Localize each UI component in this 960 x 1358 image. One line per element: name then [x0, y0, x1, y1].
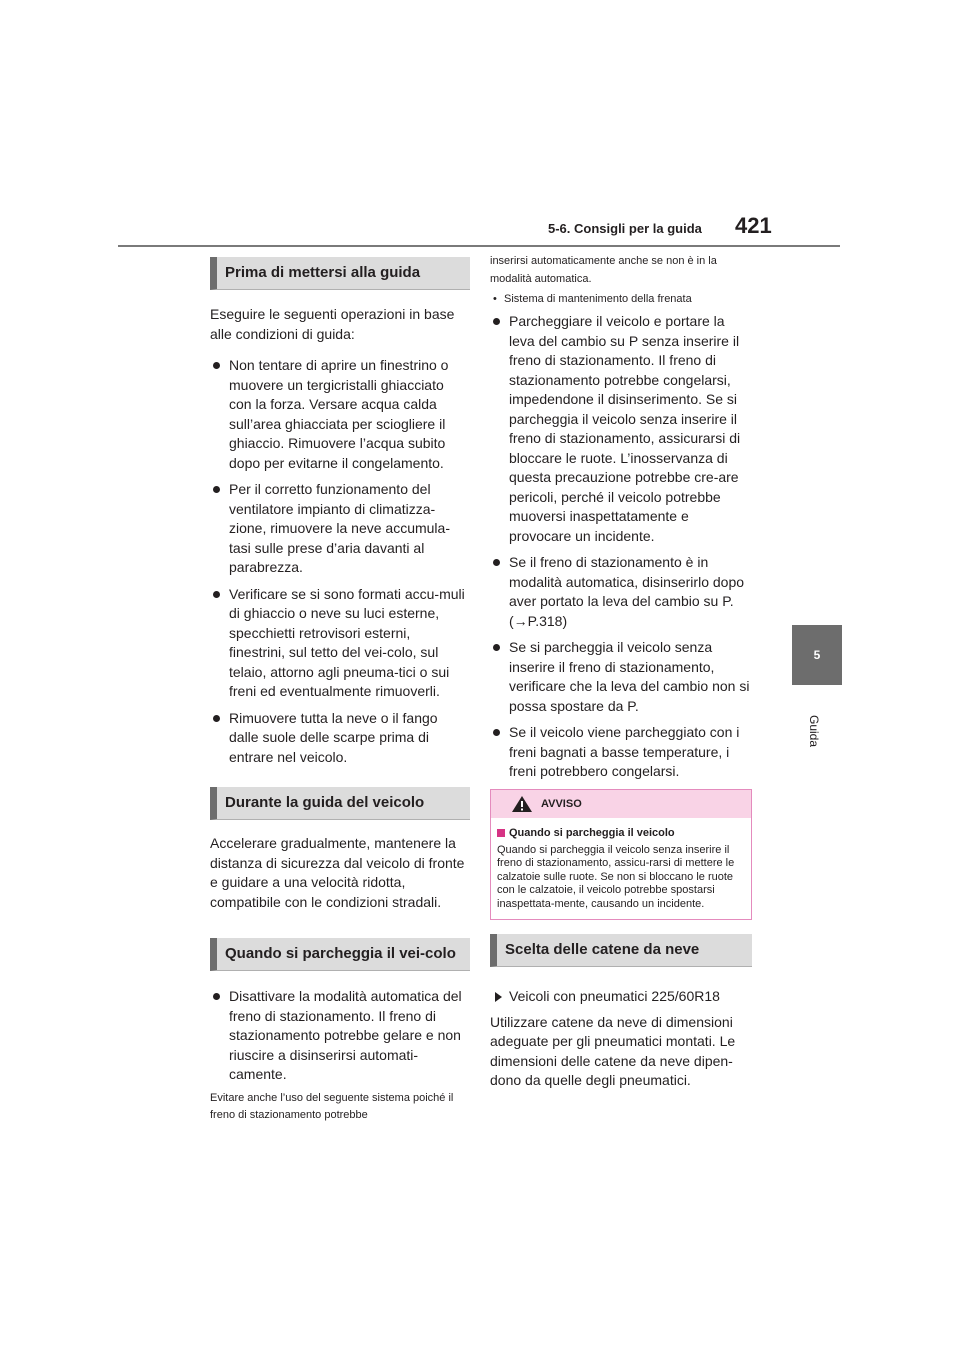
bullet-icon [213, 993, 220, 1000]
bullet-icon [493, 729, 500, 736]
list-item: Se il freno di stazionamento è in modalità automatica, disinserirlo dopo aver portato la leva del cambio su P. (→P.318) [490, 553, 752, 631]
header-rule [118, 245, 840, 247]
list-item: Rimuovere tutta la neve o il fango dalle suole delle scarpe prima di entrare nel veicolo. [210, 709, 470, 768]
warning-box [490, 789, 752, 921]
warning-header [491, 790, 751, 818]
heading-prima: Prima di mettersi alla guida [210, 257, 470, 290]
bullet-icon [213, 362, 220, 369]
heading-parcheggio: Quando si parcheggia il vei-colo [210, 938, 470, 971]
list-item: Per il corretto funzionamento del ventilatore impianto di climatizza-zione, rimuovere la neve accumula-tasi sulle prese d’aria davanti al parabrezza. [210, 480, 470, 578]
left-column [210, 256, 470, 1125]
chains-paragraph: Utilizzare catene da neve di dimensioni adeguate per gli pneumatici montati. Le dimensioni delle catene da neve dipen-dono da quelle degli pneumatici. [490, 1013, 736, 1088]
list-item: Se si parcheggia il veicolo senza inserire il freno di stazionamento, verificare che la leva del cambio non si possa spostare da P. [490, 638, 752, 716]
arrow-item: Veicoli con pneumatici 225/60R18 [490, 987, 752, 1007]
warning-subtitle: Quando si parcheggia il veicolo [497, 826, 745, 841]
square-icon [497, 829, 505, 837]
bullet-icon [213, 591, 220, 598]
bullet-list-3 [210, 987, 470, 1085]
note-text: Evitare anche l’uso del seguente sistema poiché il freno di stazionamento potrebbe [210, 1091, 454, 1121]
list-item: Non tentare di aprire un finestrino o muovere un tergicristalli ghiacciato con la forza. Versare acqua calda sull’area ghiacciata per sciogliere il ghiaccio. Rimuovere l’acqua subito dopo per evitarne il congelamento. [210, 356, 470, 473]
driving-paragraph: Accelerare gradualmente, mantenere la distanza di sicurezza dal veicolo di fronte e guidare a una velocità ridotta, compatibile con le condizioni stradali. [210, 835, 465, 910]
note-continued: inserirsi automaticamente anche se non è in la modalità automatica. [490, 255, 717, 285]
warning-body [491, 818, 751, 920]
bullet-list-1 [210, 356, 470, 767]
section-title: 5-6. Consigli per la guida [548, 221, 702, 236]
list-item: Disattivare la modalità automatica del freno di stazionamento. Il freno di stazionamento potrebbe gelare e non riuscire a disinserirsi automati-camente. [210, 987, 470, 1085]
warning-text: Quando si parcheggia il veicolo senza inserire il freno di stazionamento, assicu-rarsi di mettere le calzatoie sulle ruote. Se non si bloccano le ruote con le calzatoie, il veicolo potrebbe spostarsi inaspettata-mente, causando un incidente. [497, 843, 735, 910]
right-column [490, 256, 752, 1091]
bullet-icon [493, 318, 500, 325]
bullet-icon [213, 715, 220, 722]
bullet-list-right [490, 312, 752, 782]
bullet-icon [493, 644, 500, 651]
small-bullet-icon: • [493, 293, 497, 305]
chapter-tab[interactable]: 5 [792, 625, 842, 685]
heading-catene: Scelta delle catene da neve [490, 934, 752, 967]
page-number: 421 [735, 213, 772, 238]
intro-paragraph: Eseguire le seguenti operazioni in base alle condizioni di guida: [210, 306, 455, 342]
chapter-tab-label: Guida [807, 715, 821, 748]
bullet-icon [213, 486, 220, 493]
list-item: Parcheggiare il veicolo e portare la leva del cambio su P senza inserire il freno di stazionamento. Il freno di stazionamento potrebbe congelarsi, impedendone il disinserimento. Se si parcheggia il veicolo senza inserire il freno di stazionamento, assicurarsi di bloccare le ruote. L’inosservanza di questa precauzione potrebbe cre-are pericoli, perché il veicolo potrebbe muoversi inaspettatamente e provocare un incidente. [490, 312, 752, 546]
list-item: Verificare se si sono formati accu-muli di ghiaccio o neve su luci esterne, specchietti retrovisori esterni, finestrini, sul tetto del vei-colo, sul telaio, attorno agli pneuma-tici o sui freni ed eventualmente rimuoverli. [210, 585, 470, 702]
heading-durante: Durante la guida del veicolo [210, 787, 470, 820]
arrow-right-icon [495, 992, 502, 1002]
warning-triangle-icon [511, 795, 533, 813]
warning-title: AVVISO [541, 797, 582, 810]
small-bullet: • Sistema di mantenimento della frenata [493, 293, 692, 305]
bullet-icon [493, 559, 500, 566]
list-item: Se il veicolo viene parcheggiato con i freni bagnati a basse temperature, i freni potrebbero congelarsi. [490, 723, 752, 782]
